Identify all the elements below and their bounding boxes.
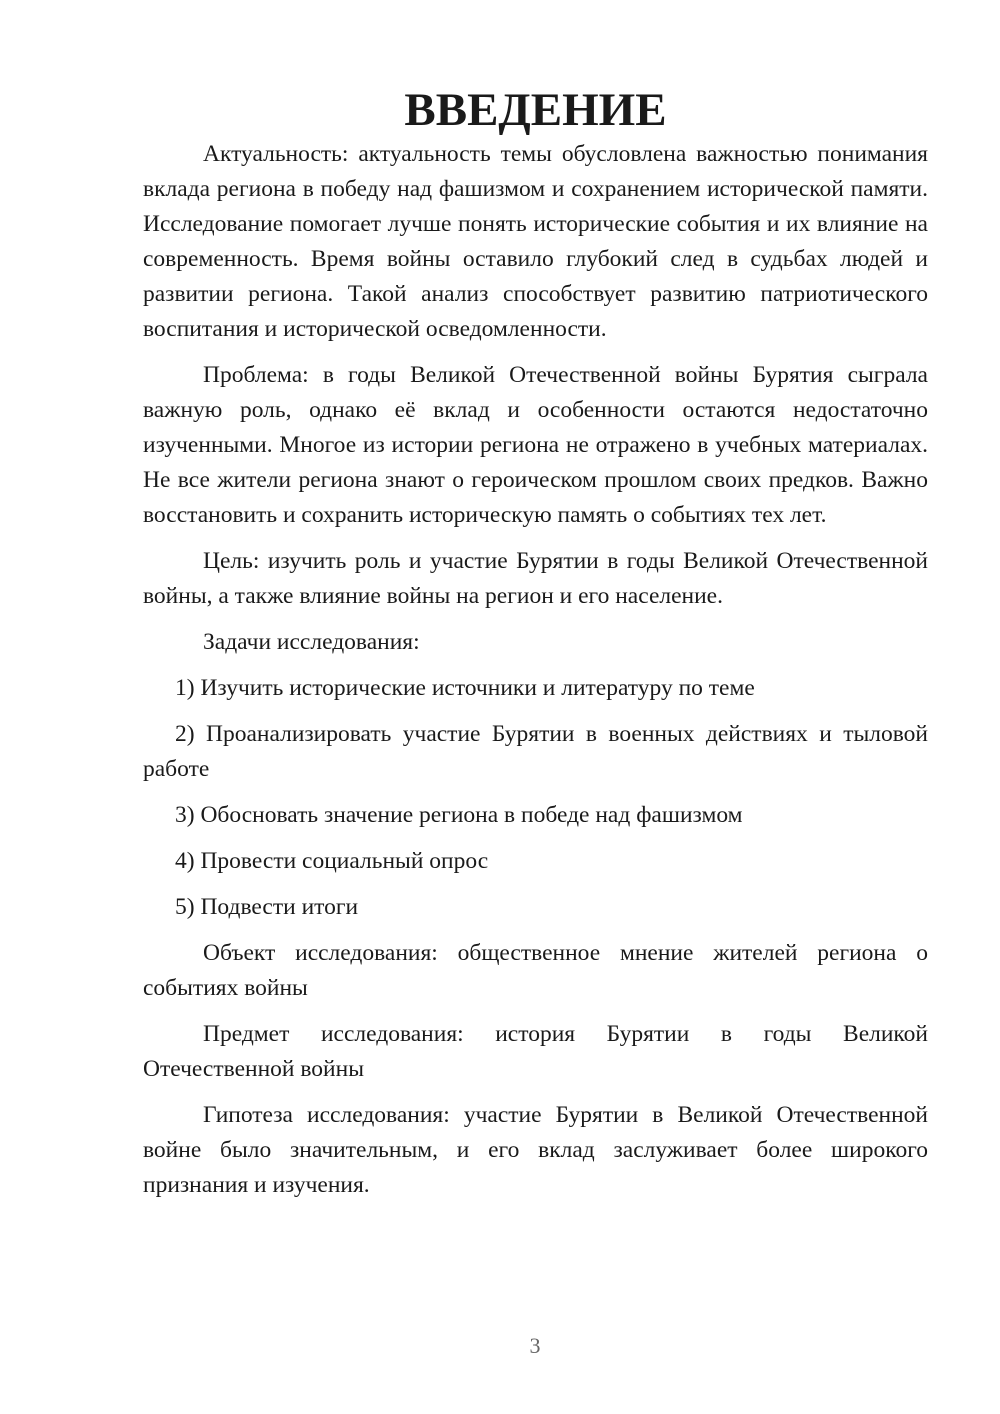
task-item: 1) Изучить исторические источники и литературу по теме [175, 675, 755, 701]
paragraph-relevance: Актуальность: актуальность темы обусловлена важностью понимания вклада региона в победу над фашизмом и сохранением исторической памяти. Исследование помогает лучше понять исторические события и их влияние на современность. Время войны оставило глубокий след в судьбах людей и развитии региона. Такой анализ способствует развитию патриотического воспитания и исторической осведомленности. [143, 141, 928, 342]
tasks-list [143, 671, 928, 925]
paragraph-subject: Предмет исследования: история Бурятии в годы Великой Отечественной войны [143, 1021, 928, 1082]
page-content [143, 84, 928, 1203]
paragraph-goal: Цель: изучить роль и участие Бурятии в годы Великой Отечественной войны, а также влияние войны на регион и его население. [143, 548, 928, 609]
task-item: 3) Обосновать значение региона в победе над фашизмом [175, 802, 743, 828]
section-heading: ВВЕДЕНИЕ [404, 84, 667, 136]
paragraph-object: Объект исследования: общественное мнение жителей региона о событиях войны [143, 940, 928, 1001]
task-item: 4) Провести социальный опрос [175, 848, 489, 874]
paragraph-problem: Проблема: в годы Великой Отечественной войны Бурятия сыграла важную роль, однако её вклад и особенности остаются недостаточно изученными. Многое из истории региона не отражено в учебных материалах. Не все жители региона знают о героическом прошлом своих предков. Важно восстановить и сохранить историческую память о событиях тех лет. [143, 362, 928, 528]
page-number: 3 [529, 1333, 541, 1358]
paragraph-tasks-title: Задачи исследования: [203, 629, 420, 655]
paragraph-hypothesis: Гипотеза исследования: участие Бурятии в Великой Отечественной войне было значительным, и его вклад заслуживает более широкого признания и изучения. [143, 1102, 928, 1198]
task-item: 2) Проанализировать участие Бурятии в военных действиях и тыловой работе [143, 721, 928, 782]
task-item: 5) Подвести итоги [175, 894, 359, 920]
